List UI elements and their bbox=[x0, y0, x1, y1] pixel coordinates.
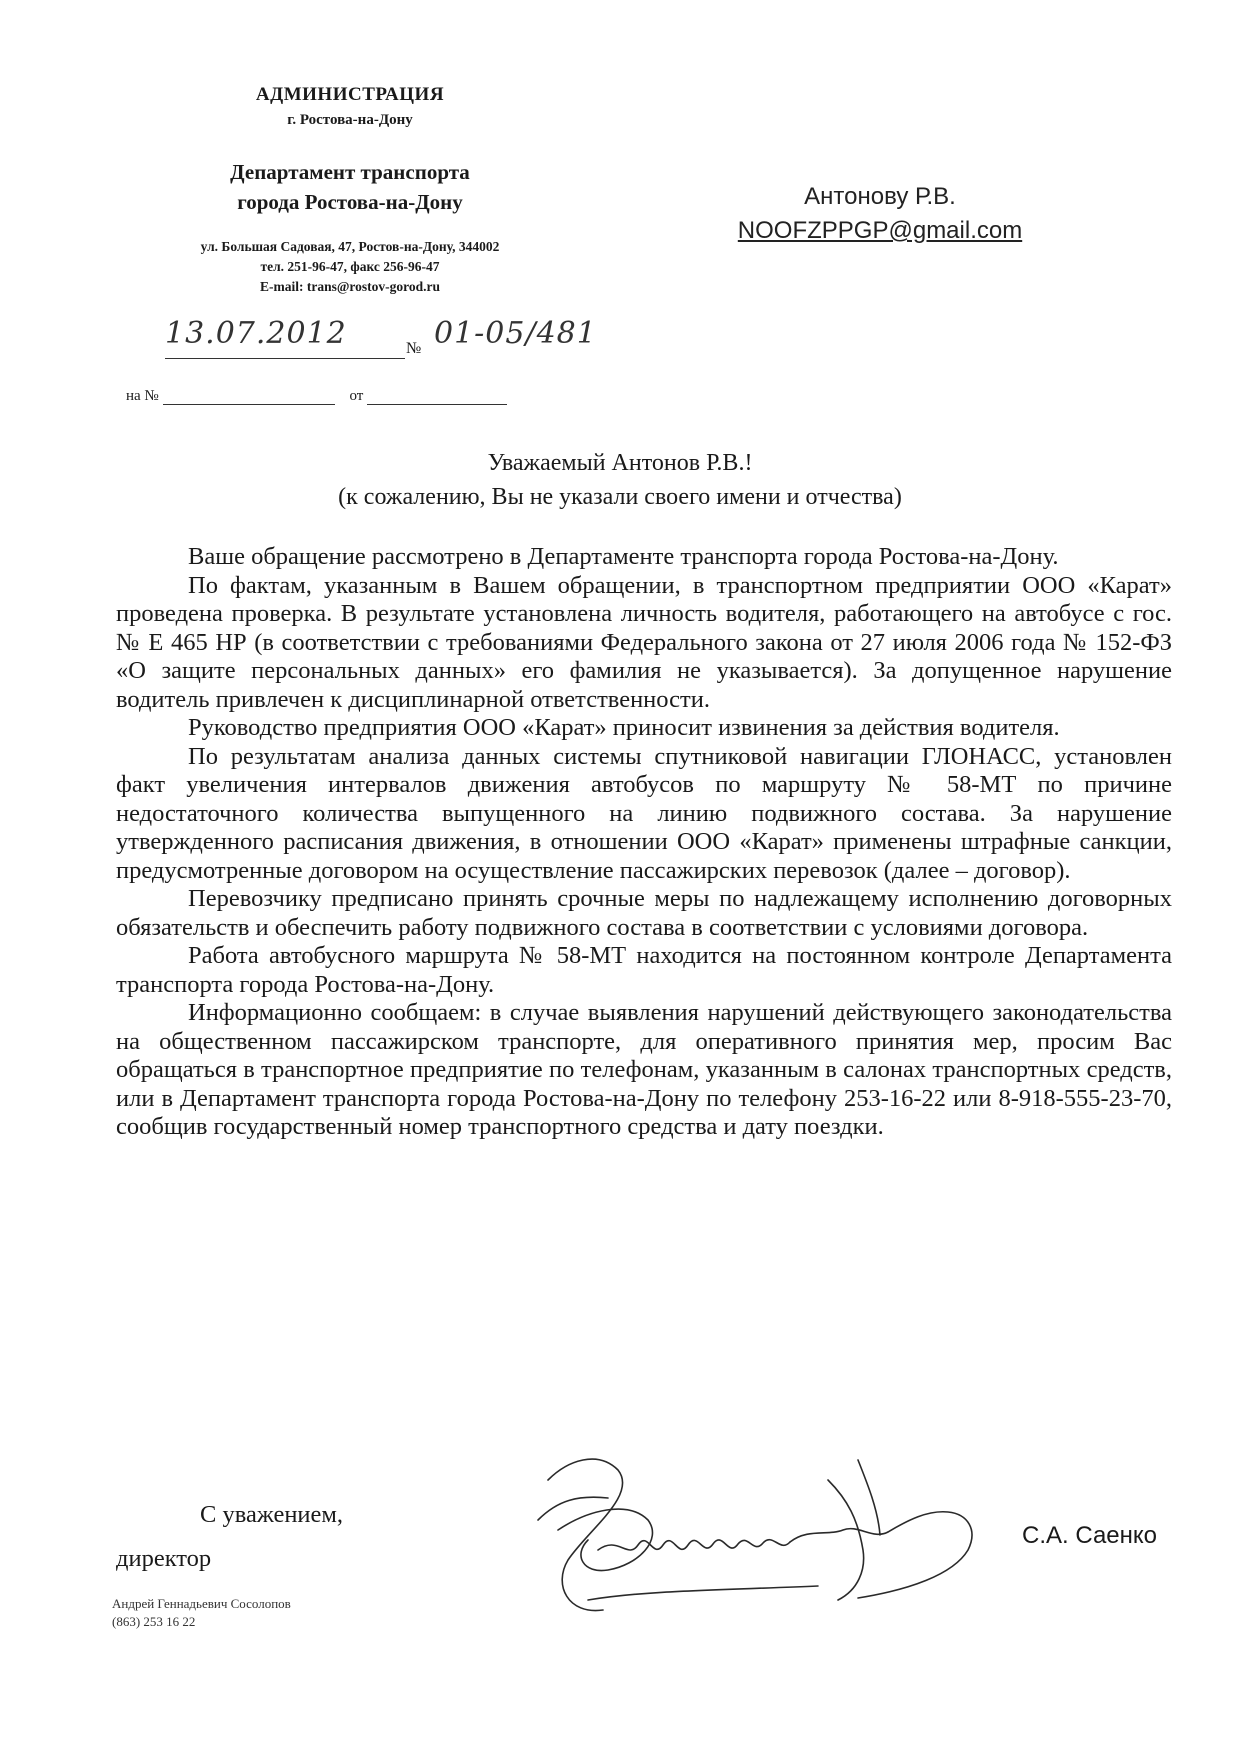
letterhead-dept-line1: Департамент транспорта bbox=[230, 160, 470, 184]
body-paragraph-4: По результатам анализа данных системы спутниковой навигации ГЛОНАСС, установлен факт увеличения интервалов движения автобусов по маршруту № 58-МТ по причине недостаточного количества выпущенного на линию подвижного состава. За нарушение утвержденного расписания движения, в отношении ООО «Карат» применены штрафные санкции, предусмотренные договором на осуществление пассажирских перевозок (далее – договор). bbox=[116, 742, 1172, 884]
registration-number-label: № bbox=[406, 340, 422, 357]
letterhead-city: г. Ростова-на-Дону bbox=[287, 112, 413, 128]
handwritten-signature bbox=[528, 1440, 998, 1640]
reference-from-label: от bbox=[349, 388, 364, 404]
addressee-name: Антонову Р.В. bbox=[804, 183, 956, 210]
closing-regards: С уважением, bbox=[200, 1501, 344, 1528]
body-paragraph-1: Ваше обращение рассмотрено в Департаменте транспорта города Ростова-на-Дону. bbox=[188, 543, 1059, 570]
executor-phone: (863) 253 16 22 bbox=[112, 1614, 196, 1629]
executor-block bbox=[112, 1595, 291, 1631]
registration-date-field bbox=[165, 316, 405, 359]
closing-position: директор bbox=[116, 1545, 212, 1572]
executor-name: Андрей Геннадьевич Сосолопов bbox=[112, 1596, 291, 1611]
addressee-block bbox=[720, 180, 1040, 248]
letter-body bbox=[116, 543, 1172, 1142]
reference-number-label: на № bbox=[126, 388, 159, 404]
reference-date-blank bbox=[367, 388, 507, 405]
letterhead-dept-line2: города Ростова-на-Дону bbox=[237, 190, 463, 214]
registration-number: 01-05/481 bbox=[434, 316, 597, 351]
body-paragraph-7: Информационно сообщаем: в случае выявления нарушений действующего законодательства на общественном пассажирском транспорте, для оперативного принятия мер, просим Вас обращаться в транспортное предприятие по телефонам, указанным в салонах транспортных средств, или в Департамент транспорта города Ростова-на-Дону по телефону 253-16-22 или 8-918-555-23-70, сообщив государственный номер транспортного средства и дату поездки. bbox=[116, 999, 1172, 1140]
letterhead-email: E-mail: trans@rostov-gorod.ru bbox=[259, 279, 441, 294]
letterhead bbox=[110, 84, 590, 297]
greeting-note: (к сожалению, Вы не указали своего имени и отчества) bbox=[338, 484, 902, 510]
letterhead-phones: тел. 251-96-47, факс 256-96-47 bbox=[260, 259, 440, 274]
registration-date: 13.07.2012 bbox=[165, 316, 347, 351]
closing-block bbox=[116, 1493, 343, 1581]
letterhead-address: ул. Большая Садовая, 47, Ростов-на-Дону, 344002 bbox=[200, 239, 500, 254]
letterhead-admin: АДМИНИСТРАЦИЯ bbox=[255, 84, 445, 105]
addressee-email: NOOFZPPGP@gmail.com bbox=[737, 217, 1023, 244]
body-paragraph-5: Перевозчику предписано принять срочные меры по надлежащему исполнению договорных обязательств и обеспечить работу подвижного состава в соответствии с условиями договора. bbox=[116, 885, 1172, 941]
reference-number-blank bbox=[163, 388, 335, 405]
registration-number-field bbox=[428, 316, 618, 358]
signer-name: С.А. Саенко bbox=[1022, 1522, 1158, 1549]
body-paragraph-3: Руководство предприятия ООО «Карат» приносит извинения за действия водителя. bbox=[188, 714, 1060, 741]
greeting-line: Уважаемый Антонов Р.В.! bbox=[487, 450, 753, 476]
greeting bbox=[110, 446, 1130, 514]
body-paragraph-2: По фактам, указанным в Вашем обращении, в транспортном предприятии ООО «Карат» проведена проверка. В результате установлена личность водителя, работающего на автобусе с гос. № Е 465 НР (в соответствии с требованиями Федерального закона от 27 июля 2006 года № 152-ФЗ «О защите персональных данных» его фамилия не указывается). За допущенное нарушение водитель привлечен к дисциплинарной ответственности. bbox=[116, 571, 1172, 713]
reference-line bbox=[126, 388, 507, 405]
letterhead-department bbox=[110, 157, 590, 217]
body-paragraph-6: Работа автобусного маршрута № 58-МТ находится на постоянном контроле Департамента транспорта города Ростова-на-Дону. bbox=[116, 942, 1172, 998]
letterhead-contacts bbox=[110, 237, 590, 297]
